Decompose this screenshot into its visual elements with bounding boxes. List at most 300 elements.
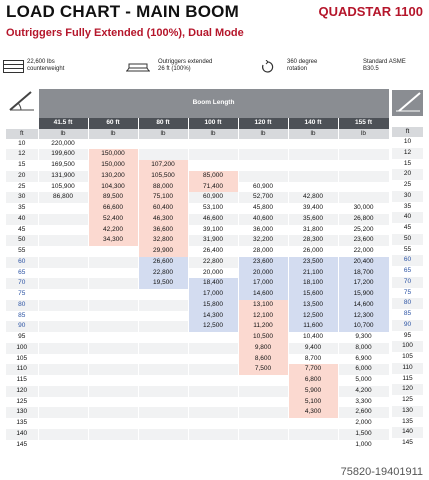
load-cell: 20,000: [238, 268, 288, 279]
radius-cell-right: 105: [392, 352, 423, 363]
load-cell: 30,000: [338, 203, 389, 214]
load-cell: [138, 321, 188, 332]
radius-cell-right: 25: [392, 180, 423, 191]
col-header-80: 80 ft: [138, 118, 188, 129]
load-cell: 17,000: [188, 289, 238, 300]
radius-cell: 25: [6, 182, 38, 193]
load-cell: 11,600: [288, 321, 338, 332]
load-cell: [238, 386, 288, 397]
load-cell: 40,600: [238, 214, 288, 225]
load-cell: [38, 429, 88, 440]
load-cell: [88, 246, 138, 257]
load-cell: 45,800: [238, 203, 288, 214]
radius-cell: 145: [6, 440, 38, 451]
col-header-41-5: 41.5 ft: [38, 118, 88, 129]
load-cell: [238, 397, 288, 408]
unit-load: lb: [138, 129, 188, 139]
load-cell: [38, 321, 88, 332]
load-cell: [38, 354, 88, 365]
radius-cell-right: 80: [392, 298, 423, 309]
load-cell: [38, 235, 88, 246]
load-cell: [88, 257, 138, 268]
load-cell: 6,900: [338, 354, 389, 365]
load-cell: 13,100: [238, 300, 288, 311]
load-cell: 3,300: [338, 397, 389, 408]
load-cell: 28,300: [288, 235, 338, 246]
radius-cell-right: 75: [392, 288, 423, 299]
load-cell: 17,200: [338, 278, 389, 289]
load-cell: 131,900: [38, 171, 88, 182]
load-cell: [38, 418, 88, 429]
load-cell: 19,500: [138, 278, 188, 289]
load-cell: [188, 375, 238, 386]
radius-cell-right: 125: [392, 395, 423, 406]
load-cell: 52,700: [238, 192, 288, 203]
radius-right-column: [392, 89, 423, 449]
radius-cell: 130: [6, 407, 38, 418]
load-cell: [38, 375, 88, 386]
radius-cell-right: 15: [392, 159, 423, 170]
unit-load: lb: [88, 129, 138, 139]
radius-cell: 115: [6, 375, 38, 386]
col-header-100: 100 ft: [188, 118, 238, 129]
load-cell: [238, 440, 288, 451]
table-row: [6, 160, 389, 171]
load-cell: [88, 354, 138, 365]
load-cell: 169,500: [38, 160, 88, 171]
load-cell: 11,200: [238, 321, 288, 332]
load-cell: [88, 300, 138, 311]
load-cell: [38, 257, 88, 268]
col-header-155: 155 ft: [338, 118, 389, 129]
load-cell: 85,000: [188, 171, 238, 182]
load-cell: [288, 440, 338, 451]
load-cell: 6,000: [338, 364, 389, 375]
load-cell: [138, 139, 188, 150]
load-cell: [38, 311, 88, 322]
load-cell: 86,800: [38, 192, 88, 203]
boom-angle-icon-left: [6, 89, 38, 118]
table-row: [6, 375, 389, 386]
load-cell: [338, 139, 389, 150]
load-cell: [238, 149, 288, 160]
load-cell: 10,500: [238, 332, 288, 343]
radius-cell: 12: [6, 149, 38, 160]
load-cell: 52,400: [88, 214, 138, 225]
load-cell: 14,600: [338, 300, 389, 311]
load-cell: [238, 139, 288, 150]
load-cell: [138, 375, 188, 386]
load-cell: 105,900: [38, 182, 88, 193]
radius-cell: 15: [6, 160, 38, 171]
load-cell: [188, 407, 238, 418]
radius-cell: 10: [6, 139, 38, 150]
load-cell: 9,300: [338, 332, 389, 343]
radius-cell: 85: [6, 311, 38, 322]
load-cell: [88, 440, 138, 451]
load-cell: [138, 149, 188, 160]
load-cell: [288, 418, 338, 429]
unit-load: lb: [288, 129, 338, 139]
load-cell: [138, 300, 188, 311]
load-cell: 42,800: [288, 192, 338, 203]
load-cell: 14,300: [188, 311, 238, 322]
load-cell: [38, 300, 88, 311]
load-cell: [38, 407, 88, 418]
counterweight-info: 22,600 lbs counterweight: [27, 59, 65, 72]
unit-load: lb: [188, 129, 238, 139]
load-cell: [188, 364, 238, 375]
load-cell: [38, 203, 88, 214]
load-cell: 32,800: [138, 235, 188, 246]
radius-cell: 30: [6, 192, 38, 203]
load-cell: 18,100: [288, 278, 338, 289]
load-cell: [188, 343, 238, 354]
load-cell: 36,600: [138, 225, 188, 236]
table-row: [6, 225, 389, 236]
load-cell: [188, 332, 238, 343]
load-cell: [38, 289, 88, 300]
table-row: [6, 214, 389, 225]
table-row: [6, 278, 389, 289]
table-row: [6, 386, 389, 397]
load-cell: [38, 386, 88, 397]
radius-cell-right: 20: [392, 169, 423, 180]
load-cell: [88, 311, 138, 322]
unit-row: [6, 129, 389, 139]
load-cell: 104,300: [88, 182, 138, 193]
radius-cell-right: 130: [392, 406, 423, 417]
load-cell: [88, 268, 138, 279]
table-row: [6, 354, 389, 365]
load-cell: 9,400: [288, 343, 338, 354]
radius-cell-right: 100: [392, 341, 423, 352]
load-cell: [88, 386, 138, 397]
load-cell: 4,300: [288, 407, 338, 418]
radius-cell-right: 120: [392, 384, 423, 395]
load-cell: [38, 364, 88, 375]
load-cell: [188, 397, 238, 408]
load-cell: [88, 429, 138, 440]
radius-cell: 100: [6, 343, 38, 354]
radius-cell-right: 110: [392, 363, 423, 374]
load-cell: [338, 192, 389, 203]
load-cell: [88, 407, 138, 418]
col-header-140: 140 ft: [288, 118, 338, 129]
rotation-icon: [260, 60, 274, 74]
load-cell: 75,100: [138, 192, 188, 203]
load-cell: 39,400: [288, 203, 338, 214]
load-cell: 12,500: [188, 321, 238, 332]
table-row: [6, 321, 389, 332]
load-cell: [38, 343, 88, 354]
load-cell: [238, 429, 288, 440]
load-cell: 7,700: [288, 364, 338, 375]
load-cell: 14,600: [238, 289, 288, 300]
load-cell: [238, 160, 288, 171]
load-cell: [188, 160, 238, 171]
radius-cell: 45: [6, 225, 38, 236]
load-cell: [188, 139, 238, 150]
load-cell: 10,400: [288, 332, 338, 343]
load-cell: [88, 321, 138, 332]
load-cell: 105,500: [138, 171, 188, 182]
load-cell: [288, 139, 338, 150]
load-cell: 8,600: [238, 354, 288, 365]
load-cell: [88, 375, 138, 386]
load-cell: 20,400: [338, 257, 389, 268]
load-cell: 199,600: [38, 149, 88, 160]
load-cell: [38, 214, 88, 225]
load-chart-table: [6, 89, 390, 450]
radius-cell: 140: [6, 429, 38, 440]
load-cell: [338, 149, 389, 160]
load-cell: [288, 160, 338, 171]
load-cell: [138, 364, 188, 375]
table-row: [6, 235, 389, 246]
radius-cell: 20: [6, 171, 38, 182]
boom-angle-icon-right: [392, 90, 423, 116]
radius-cell: 120: [6, 386, 38, 397]
table-row: [6, 300, 389, 311]
load-cell: [188, 440, 238, 451]
radius-cell: 40: [6, 214, 38, 225]
load-cell: 1,000: [338, 440, 389, 451]
load-cell: [138, 354, 188, 365]
load-cell: 1,500: [338, 429, 389, 440]
load-cell: [238, 407, 288, 418]
load-cell: 60,900: [238, 182, 288, 193]
load-cell: [288, 171, 338, 182]
load-cell: 88,000: [138, 182, 188, 193]
unit-load: lb: [238, 129, 288, 139]
table-row: [6, 332, 389, 343]
chart-subtitle: Outriggers Fully Extended (100%), Dual Mode: [6, 27, 244, 39]
load-cell: 17,000: [238, 278, 288, 289]
spec-info-bar: [0, 57, 429, 84]
load-cell: [138, 343, 188, 354]
radius-cell: 50: [6, 235, 38, 246]
table-row: [6, 429, 389, 440]
radius-cell: 135: [6, 418, 38, 429]
load-cell: 42,200: [88, 225, 138, 236]
table-row: [6, 149, 389, 160]
table-row: [6, 268, 389, 279]
load-cell: 150,000: [88, 160, 138, 171]
load-cell: 10,700: [338, 321, 389, 332]
load-cell: 21,100: [288, 268, 338, 279]
load-cell: 71,400: [188, 182, 238, 193]
radius-cell: 105: [6, 354, 38, 365]
col-header-120: 120 ft: [238, 118, 288, 129]
table-row: [6, 246, 389, 257]
radius-cell: 55: [6, 246, 38, 257]
radius-cell-right: 45: [392, 223, 423, 234]
load-cell: 15,600: [288, 289, 338, 300]
load-cell: 5,000: [338, 375, 389, 386]
load-cell: 31,800: [288, 225, 338, 236]
load-cell: [38, 246, 88, 257]
table-row: [6, 440, 389, 451]
load-cell: 5,900: [288, 386, 338, 397]
load-cell: 26,800: [338, 214, 389, 225]
radius-cell-right: 70: [392, 277, 423, 288]
load-cell: 46,600: [188, 214, 238, 225]
load-cell: 22,800: [138, 268, 188, 279]
load-cell: 22,000: [338, 246, 389, 257]
radius-cell-right: 140: [392, 427, 423, 438]
load-cell: [238, 418, 288, 429]
load-cell: [138, 386, 188, 397]
table-row: [6, 311, 389, 322]
radius-cell-right: 10: [392, 137, 423, 148]
load-cell: 4,200: [338, 386, 389, 397]
load-cell: 12,500: [288, 311, 338, 322]
load-cell: [88, 139, 138, 150]
load-cell: [88, 278, 138, 289]
unit-load: lb: [338, 129, 389, 139]
load-cell: [188, 418, 238, 429]
watermark: 75820-19401911: [340, 466, 423, 478]
load-cell: [238, 171, 288, 182]
load-cell: 15,800: [188, 300, 238, 311]
table-row: [6, 289, 389, 300]
load-cell: [288, 149, 338, 160]
load-cell: 89,500: [88, 192, 138, 203]
boom-length-header: Boom Length: [38, 89, 389, 118]
load-cell: [88, 332, 138, 343]
load-cell: [38, 268, 88, 279]
table-row: [6, 397, 389, 408]
load-cell: 60,900: [188, 192, 238, 203]
load-cell: [338, 171, 389, 182]
load-cell: [188, 429, 238, 440]
right-column-spacer: [392, 116, 423, 127]
load-cell: 12,100: [238, 311, 288, 322]
outrigger-info: Outriggers extended 26 ft (100%): [158, 59, 213, 72]
load-cell: 18,400: [188, 278, 238, 289]
load-cell: [88, 289, 138, 300]
load-cell: 8,700: [288, 354, 338, 365]
load-cell: 39,100: [188, 225, 238, 236]
load-cell: [188, 386, 238, 397]
load-cell: 220,000: [38, 139, 88, 150]
load-cell: [38, 397, 88, 408]
load-cell: 34,300: [88, 235, 138, 246]
load-cell: 35,600: [288, 214, 338, 225]
radius-cell: 75: [6, 289, 38, 300]
load-cell: 29,900: [138, 246, 188, 257]
load-cell: 15,900: [338, 289, 389, 300]
table-row: [6, 343, 389, 354]
load-cell: 26,600: [138, 257, 188, 268]
load-cell: [138, 397, 188, 408]
load-cell: 28,000: [238, 246, 288, 257]
load-cell: 26,000: [288, 246, 338, 257]
load-cell: [288, 182, 338, 193]
radius-cell: 35: [6, 203, 38, 214]
load-cell: [138, 429, 188, 440]
unit-radius: ft: [6, 129, 38, 139]
radius-cell-right: 40: [392, 212, 423, 223]
load-cell: [38, 225, 88, 236]
radius-cell-right: 12: [392, 148, 423, 159]
load-cell: [238, 375, 288, 386]
load-cell: 46,300: [138, 214, 188, 225]
load-cell: 66,600: [88, 203, 138, 214]
radius-cell: 65: [6, 268, 38, 279]
table-row: [6, 203, 389, 214]
radius-cell-right: 135: [392, 417, 423, 428]
table-row: [6, 171, 389, 182]
radius-cell-right: 95: [392, 331, 423, 342]
load-cell: [338, 160, 389, 171]
table-row: [6, 192, 389, 203]
load-cell: [38, 332, 88, 343]
radius-cell-right: 50: [392, 234, 423, 245]
load-cell: 18,700: [338, 268, 389, 279]
table-row: [6, 182, 389, 193]
load-cell: [38, 278, 88, 289]
load-cell: [188, 354, 238, 365]
radius-cell-right: 30: [392, 191, 423, 202]
load-cell: [288, 429, 338, 440]
table-row: [6, 257, 389, 268]
radius-cell-right: 115: [392, 374, 423, 385]
radius-cell-right: 60: [392, 255, 423, 266]
radius-cell-right: 35: [392, 202, 423, 213]
load-cell: 53,100: [188, 203, 238, 214]
load-cell: 150,000: [88, 149, 138, 160]
load-cell: [188, 149, 238, 160]
radius-cell: 95: [6, 332, 38, 343]
load-cell: [138, 311, 188, 322]
radius-cell-right: 145: [392, 438, 423, 449]
load-cell: 31,900: [188, 235, 238, 246]
load-cell: [38, 440, 88, 451]
load-cell: 9,800: [238, 343, 288, 354]
load-cell: 23,500: [288, 257, 338, 268]
outrigger-icon: [125, 61, 151, 73]
load-cell: [138, 418, 188, 429]
rotation-info: 360 degree rotation: [287, 59, 318, 72]
load-cell: [88, 418, 138, 429]
load-cell: [338, 182, 389, 193]
load-cell: 60,400: [138, 203, 188, 214]
radius-cell: 80: [6, 300, 38, 311]
page-title: LOAD CHART - MAIN BOOM: [6, 2, 239, 21]
load-cell: 6,800: [288, 375, 338, 386]
load-cell: [88, 364, 138, 375]
load-cell: 2,600: [338, 407, 389, 418]
table-row: [6, 364, 389, 375]
load-cell: 25,200: [338, 225, 389, 236]
load-cell: 7,500: [238, 364, 288, 375]
table-row: [6, 418, 389, 429]
standard-info: Standard ASME B30.5: [363, 59, 406, 72]
radius-cell-right: 65: [392, 266, 423, 277]
radius-cell-right: 55: [392, 245, 423, 256]
load-cell: 8,000: [338, 343, 389, 354]
load-cell: 20,000: [188, 268, 238, 279]
load-cell: [138, 289, 188, 300]
load-cell: 13,500: [288, 300, 338, 311]
radius-cell: 110: [6, 364, 38, 375]
unit-radius-right: ft: [392, 127, 423, 137]
radius-cell: 60: [6, 257, 38, 268]
radius-cell: 90: [6, 321, 38, 332]
load-cell: [138, 407, 188, 418]
